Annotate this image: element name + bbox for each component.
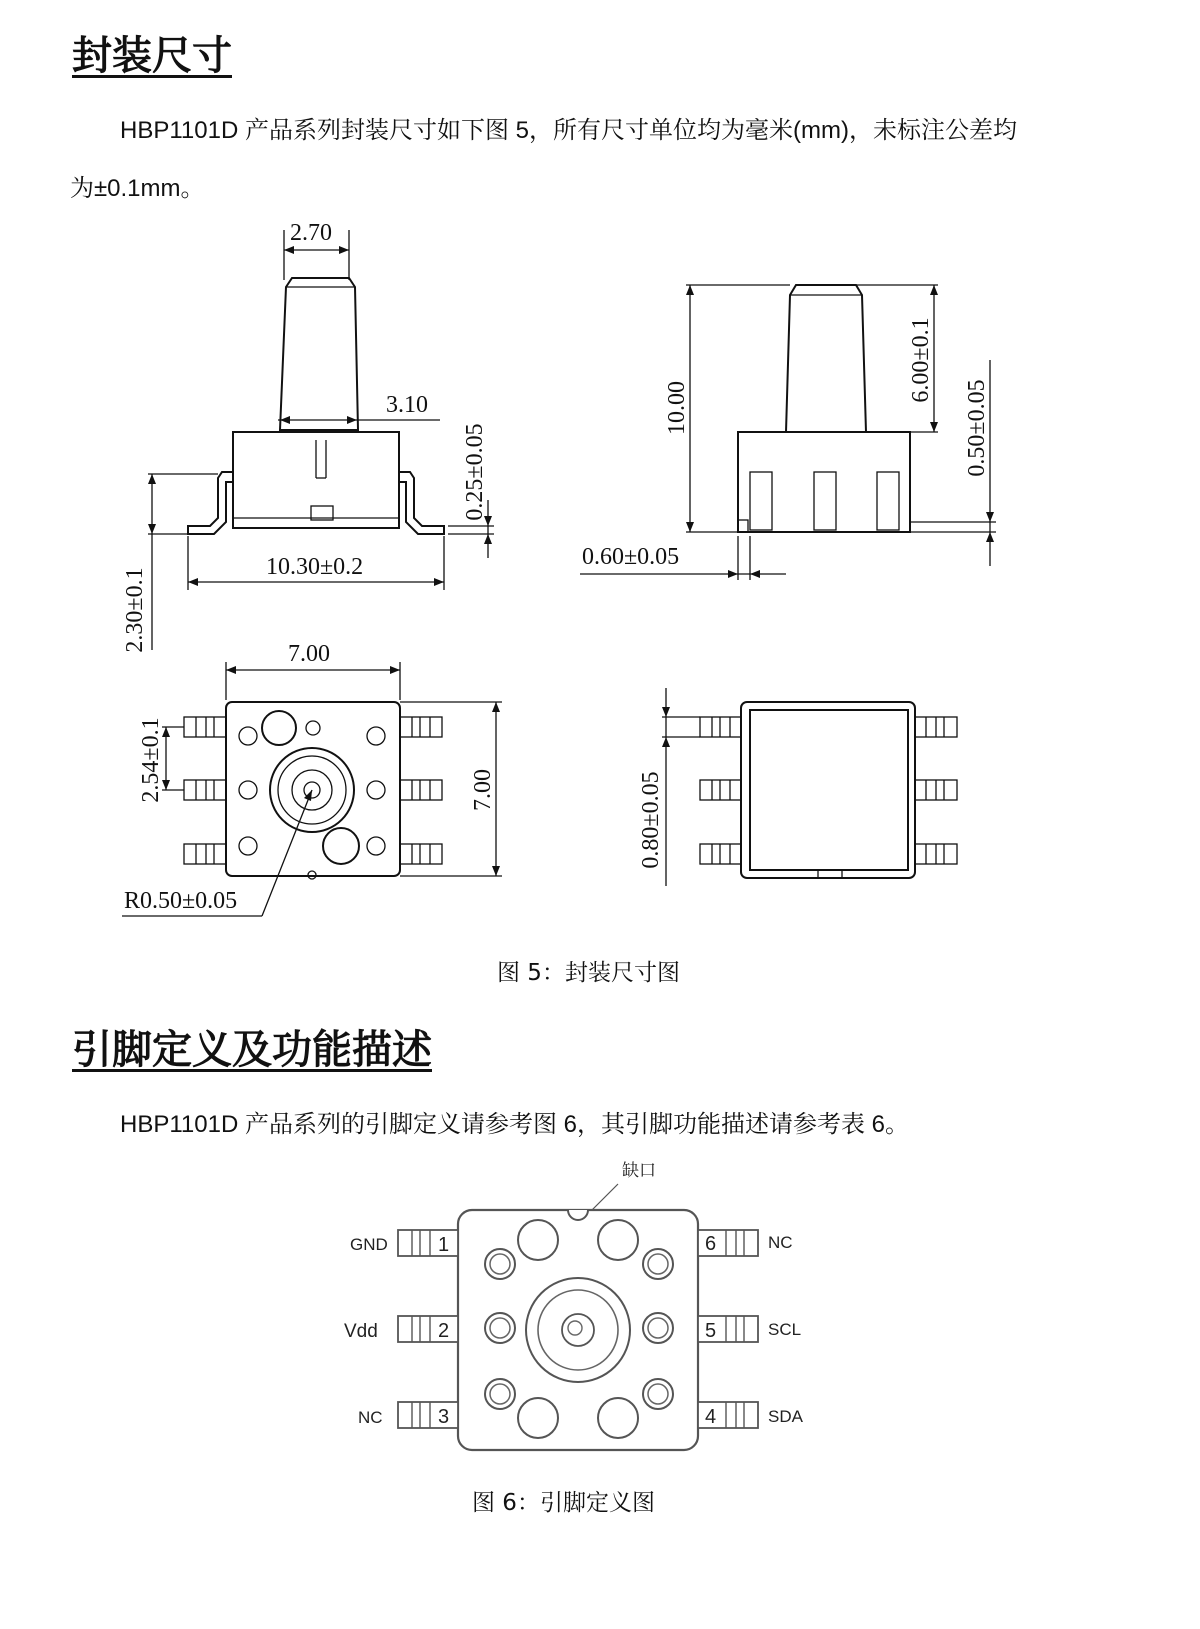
package-paragraph-line2: 为±0.1mm。 [70,175,205,202]
bottom-view-right [638,688,957,886]
dim-top-height: 7.00 [470,769,496,811]
pin-number: 1 [438,1234,450,1256]
pin-number: 2 [438,1320,450,1342]
pressure-port [526,1278,630,1382]
pin-4 [698,1402,804,1428]
dim-top-width: 7.00 [288,641,330,667]
dim-total-lead-height: 2.30±0.1 [122,567,148,653]
pin-number: 6 [705,1233,717,1255]
pin-number: 3 [438,1406,450,1428]
bottom-view-pins-left [700,717,741,864]
package-paragraph-line1: HBP1101D 产品系列封装尺寸如下图 5，所有尺寸单位均为毫米(mm)，未标注公差均 [120,117,1017,144]
notch-label: 缺口 [622,1161,656,1181]
pin-name: NC [358,1408,383,1427]
pin-name: GND [350,1235,388,1254]
side-view-left [122,220,494,653]
dim-lead-thickness-right: 0.50±0.05 [964,379,990,477]
section-title-package-dimensions: 封装尺寸 [72,33,232,79]
pin-definition-diagram [320,1148,920,1468]
side-view-right [580,285,996,580]
pin-name: NC [768,1233,793,1252]
pin-2 [344,1316,458,1342]
figure6-caption: 图 6：引脚定义图 [472,1490,655,1516]
pin-number: 4 [705,1406,717,1428]
dim-body-length: 10.30±0.2 [266,554,364,580]
pin-1 [350,1230,458,1256]
top-view-left [122,641,502,916]
top-view-pins-left [184,717,226,864]
pin-name: Vdd [344,1321,378,1342]
pin-name: SDA [768,1407,803,1426]
pin-3 [358,1402,458,1428]
pin-5 [698,1316,801,1342]
dim-total-height: 10.00 [664,381,690,435]
bottom-view-pins-right [915,717,957,864]
dim-radius: R0.50±0.05 [124,888,238,914]
dim-pad-width: 0.80±0.05 [638,771,664,869]
pin-number: 5 [705,1320,717,1342]
section-title-pin-definition: 引脚定义及功能描述 [72,1027,432,1073]
package-dimension-drawing [0,210,1200,930]
pin-6 [698,1230,793,1256]
top-view-pins-right [400,717,442,864]
figure5-caption: 图 5：封装尺寸图 [497,960,680,986]
dim-nozzle-height: 6.00±0.1 [908,317,934,403]
dim-lead-thickness-left: 0.25±0.05 [462,423,488,521]
dim-nozzle-base: 3.10 [386,392,428,418]
pin-name: SCL [768,1320,802,1339]
dim-nozzle-width: 2.70 [290,220,332,246]
pin-definition-paragraph: HBP1101D 产品系列的引脚定义请参考图 6，其引脚功能描述请参考表 6。 [120,1111,909,1138]
dim-lead-offset: 0.60±0.05 [582,544,680,570]
dim-pin-pitch: 2.54±0.1 [138,717,164,803]
